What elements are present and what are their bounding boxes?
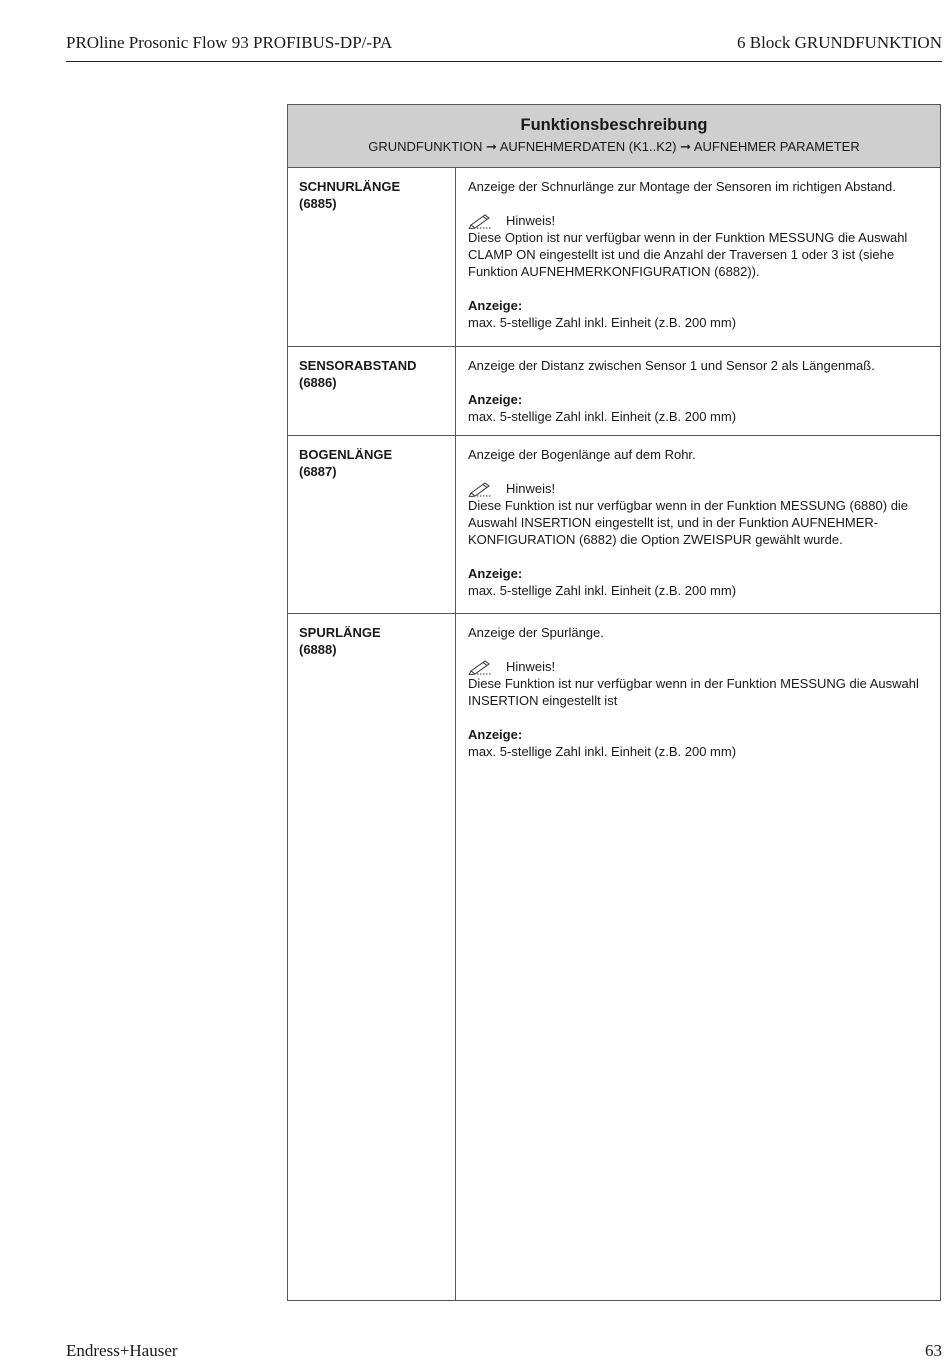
display-label: Anzeige:	[468, 298, 523, 313]
note-text: Diese Funktion ist nur verfügbar wenn in der Funktion MESSUNG die Auswahl INSERTION eingestellt ist	[468, 676, 919, 708]
function-description	[468, 178, 933, 331]
page-header	[66, 33, 942, 62]
function-row-schnurlaenge	[288, 168, 940, 347]
function-label: SENSORABSTAND	[299, 358, 417, 373]
table-title: Funktionsbeschreibung	[520, 116, 708, 134]
note-label: Hinweis!	[506, 659, 556, 674]
note-text: Diese Funktion ist nur verfügbar wenn in der Funktion MESSUNG (6880) die Auswahl INSERTION eingestellt ist, und in der Funktion AUFNEHMER-KONFIGURATION (6882) die Option ZWEISPUR gewählt wurde.	[468, 498, 909, 547]
function-description-table	[287, 104, 941, 1301]
function-code: (6885)	[299, 196, 337, 211]
display-label: Anzeige:	[468, 392, 523, 407]
display-text: max. 5-stellige Zahl inkl. Einheit (z.B. 200 mm)	[468, 315, 737, 330]
publisher-name: Endress+Hauser	[66, 1341, 178, 1360]
document-title: PROline Prosonic Flow 93 PROFIBUS-DP/-PA	[66, 33, 393, 52]
note-label: Hinweis!	[506, 481, 556, 496]
description-intro: Anzeige der Distanz zwischen Sensor 1 und Sensor 2 als Längenmaß.	[468, 358, 875, 373]
function-code: (6886)	[299, 375, 337, 390]
function-name	[299, 624, 449, 658]
function-row-sensorabstand	[288, 347, 940, 436]
display-text: max. 5-stellige Zahl inkl. Einheit (z.B. 200 mm)	[468, 583, 737, 598]
page-number: 63	[925, 1341, 942, 1360]
function-label: SCHNURLÄNGE	[299, 179, 401, 194]
function-label: BOGENLÄNGE	[299, 447, 393, 462]
function-label: SPURLÄNGE	[299, 625, 381, 640]
chapter-title: 6 Block GRUNDFUNKTION	[737, 33, 942, 52]
function-name	[299, 178, 449, 212]
note-heading	[468, 480, 933, 497]
description-intro: Anzeige der Schnurlänge zur Montage der Sensoren im richtigen Abstand.	[468, 179, 896, 194]
table-header	[288, 105, 940, 168]
function-code: (6888)	[299, 642, 337, 657]
function-name	[299, 446, 449, 480]
display-label: Anzeige:	[468, 566, 523, 581]
display-text: max. 5-stellige Zahl inkl. Einheit (z.B. 200 mm)	[468, 409, 737, 424]
function-row-bogenlaenge	[288, 436, 940, 614]
function-row-spurlaenge	[288, 614, 940, 1300]
note-heading	[468, 658, 933, 675]
display-text: max. 5-stellige Zahl inkl. Einheit (z.B. 200 mm)	[468, 744, 737, 759]
display-label: Anzeige:	[468, 727, 523, 742]
description-intro: Anzeige der Bogenlänge auf dem Rohr.	[468, 447, 696, 462]
note-text: Diese Option ist nur verfügbar wenn in der Funktion MESSUNG die Auswahl CLAMP ON eingestellt ist und die Anzahl der Traversen 1 oder 3 ist (siehe Funktion AUFNEHMERKONFIGURATION (6882)).	[468, 230, 908, 279]
pencil-icon	[468, 212, 494, 229]
function-description	[468, 357, 933, 425]
pencil-icon	[468, 480, 494, 497]
function-description	[468, 446, 933, 599]
function-code: (6887)	[299, 464, 337, 479]
description-intro: Anzeige der Spurlänge.	[468, 625, 604, 640]
note-heading	[468, 212, 933, 229]
menu-path: GRUNDFUNKTION ➞ AUFNEHMERDATEN (K1..K2) ➞ AUFNEHMER PARAMETER	[368, 139, 860, 154]
function-name	[299, 357, 449, 391]
note-label: Hinweis!	[506, 213, 556, 228]
function-description	[468, 624, 933, 760]
pencil-icon	[468, 658, 494, 675]
